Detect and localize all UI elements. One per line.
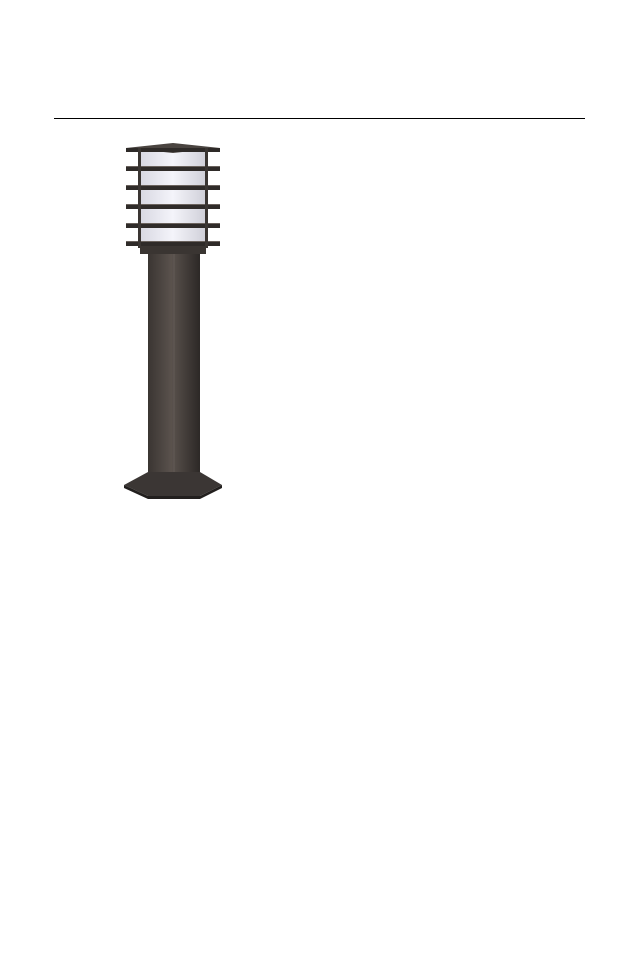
barcode-digits [465,519,587,531]
barcode [465,462,587,532]
product-image [118,140,228,505]
header-divider [54,118,585,119]
bollard-lamp-illustration [118,140,228,505]
info-panel [313,128,585,142]
